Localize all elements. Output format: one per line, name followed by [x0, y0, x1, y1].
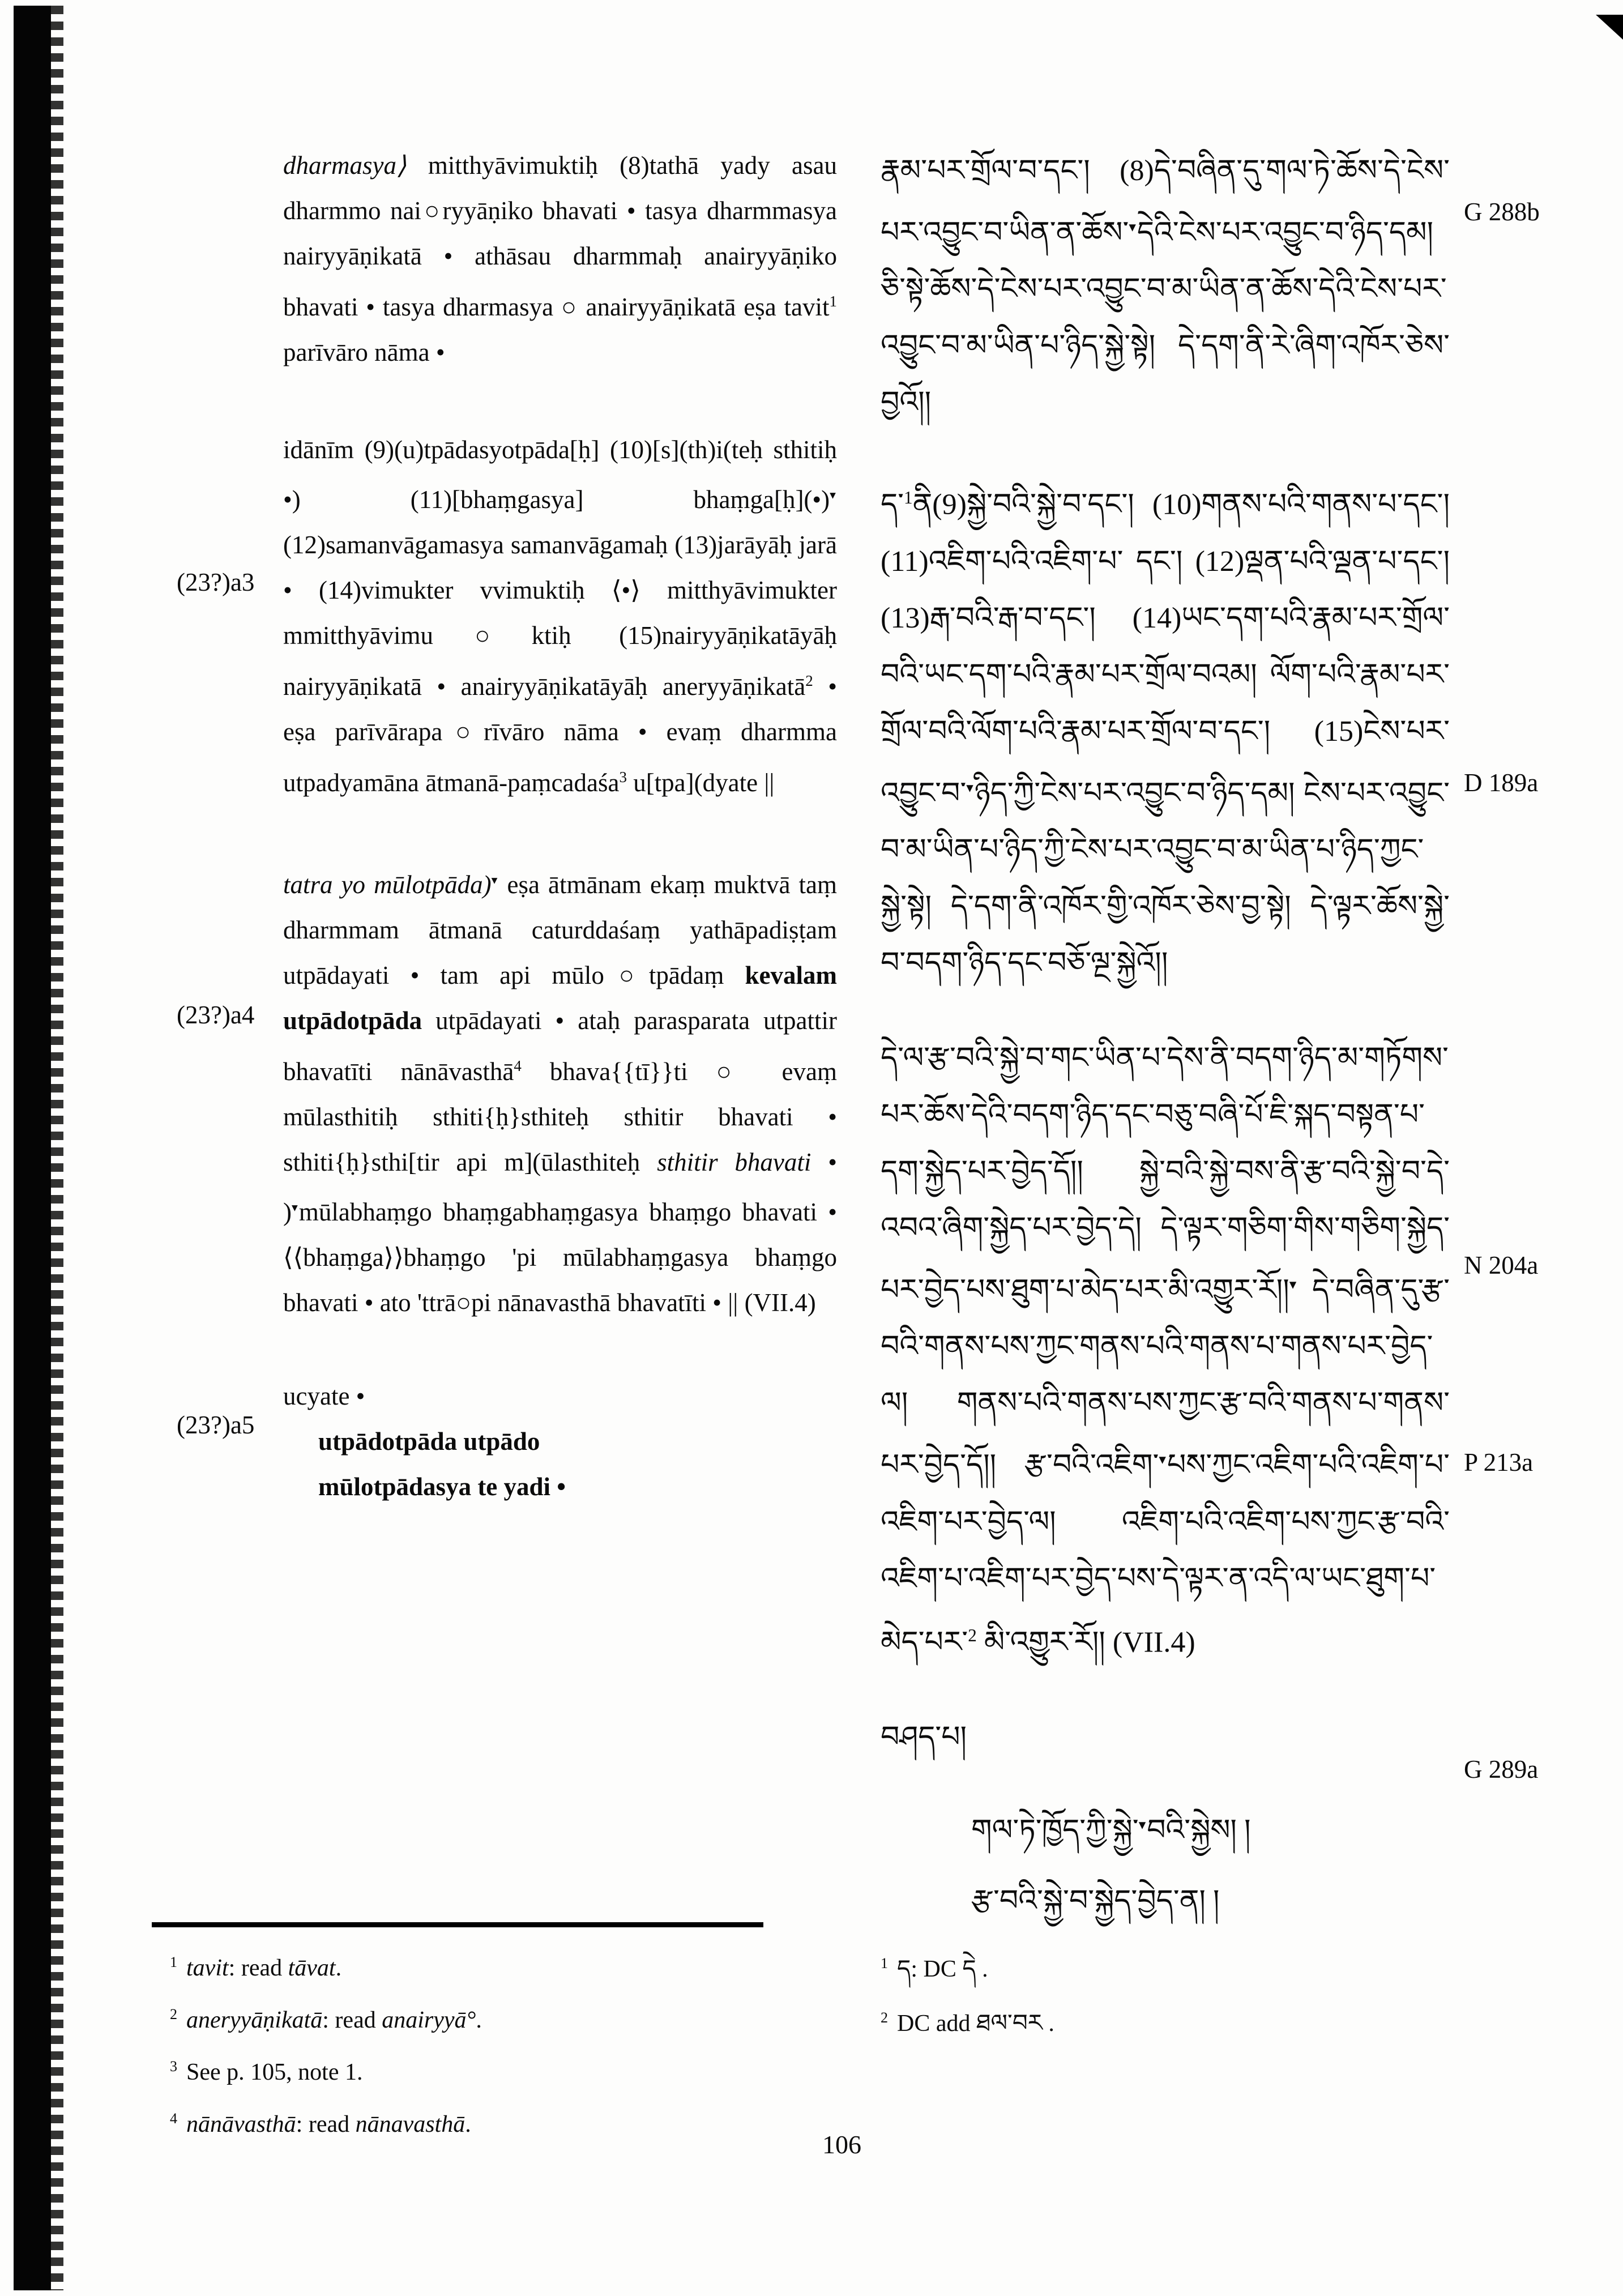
- text-run: : read: [322, 2007, 382, 2033]
- sanskrit-paragraph-1: [283, 143, 837, 375]
- sanskrit-paragraph-2: [283, 427, 837, 805]
- text-run: kevalam utpādotpāda: [283, 961, 837, 1035]
- text-run: ད་: [881, 488, 904, 521]
- footnote-text: [897, 2011, 1054, 2037]
- footnote: [170, 2096, 844, 2148]
- footnote: [170, 1939, 844, 1991]
- binding-shadow-ragged-edge: [51, 6, 63, 2290]
- footnote-ref: 1: [904, 488, 913, 508]
- insertion-mark-icon: ▾: [1129, 220, 1137, 235]
- text-run: : read: [228, 1955, 288, 1981]
- text-run: • ): [283, 1148, 837, 1226]
- text-run: tatra yo mūlotpāda): [283, 870, 492, 899]
- footnote-text: [186, 1955, 341, 1981]
- text-run: idānīm (9)(u)tpādasyotpāda[ḥ] (10)[s](th)i(teḥ sthitiḥ •) (11)[bhaṃgasya] bhaṃga[ḥ](•): [283, 436, 837, 514]
- footnote-ref: 2: [968, 1625, 977, 1645]
- text-run: .: [465, 2111, 471, 2137]
- text-run: : read: [296, 2111, 356, 2137]
- text-run: mitthyāvimuktiḥ (8)tathā yady asau dharmmo nai○ryyāṇiko bhavati • tasya dharmmasya nairyyāṇikatā • athāsau dharmmaḥ anairyyāṇiko bhavati • tasya dharmasya ○ anairyyāṇikatā eṣa tavit: [283, 151, 837, 321]
- text-run: u[tpa](dyate ||: [626, 769, 775, 797]
- footnote-number: 2: [881, 2009, 889, 2026]
- folio-line-label: (23?)a5: [177, 1411, 255, 1439]
- footnotes-right: [881, 1939, 1424, 2048]
- text-run: tāvat: [288, 1955, 336, 1981]
- text-run: eṣa ātmānam ekaṃ muktvā taṃ dharmmam ātmanā caturddaśaṃ yathāpadiṣṭam utpādayati • tam api mūlo○tpādaṃ: [283, 870, 837, 989]
- footnote-ref: 3: [619, 769, 627, 786]
- text-run: .: [335, 1955, 342, 1981]
- margin-siglum-n204a: N 204a: [1464, 1251, 1539, 1279]
- page-corner-blotch: [1596, 15, 1623, 40]
- text-run: བཤད་པ།: [881, 1721, 967, 1753]
- footnote-text: [186, 2111, 471, 2137]
- footnote-text: [186, 2007, 482, 2033]
- text-run: (12)samanvāgamasya samanvāgamaḥ (13)jarāyāḥ jarā • (14)vimukter vvimuktiḥ ⟨•⟩ mitthyāvimukter mmitthyāvimu○ktiḥ (15)nairyyāṇikatāyāḥ nairyyāṇikatā • anairyyāṇikatāyāḥ aneryyāṇikatā: [283, 531, 837, 701]
- footnote: [881, 1939, 1424, 1994]
- footnote-text: [897, 1956, 988, 1982]
- tibetan-verse-line-2: [971, 1866, 1450, 1936]
- sanskrit-verse-line-2: mūlotpādasya te yadi •: [318, 1473, 566, 1501]
- sanskrit-paragraph-3: [283, 857, 837, 1325]
- footnote-number: 1: [881, 1955, 889, 1971]
- footnotes-left: [170, 1939, 844, 2148]
- footnote-ref: 1: [829, 293, 837, 310]
- folio-line-label: (23?)a4: [177, 1001, 255, 1029]
- tibetan-intro-line: [881, 1709, 1450, 1766]
- margin-siglum-d189a: D 189a: [1464, 769, 1539, 797]
- text-run: nānavasthā: [355, 2111, 465, 2137]
- text-run: རྣམ་པར་གྲོལ་བ་དང་། (8)དེ་བཞིན་དུ་གལ་ཏེ་ཆོས་དེ་ངེས་པར་འབྱུང་བ་ཡིན་ན་ཆོས་: [881, 155, 1450, 249]
- footnote-text: [186, 2059, 362, 2085]
- insertion-mark-icon: ▾: [1138, 1817, 1147, 1833]
- text-run: utpādayati • ataḥ parasparata utpattir bhavatīti nānāvasthā: [283, 1006, 837, 1086]
- text-run: རྩ་བའི་སྐྱེ་བ་སྐྱེད་བྱེད་ན། །: [971, 1885, 1220, 1918]
- margin-siglum-p213a: P 213a: [1464, 1448, 1534, 1476]
- text-run: དེའི་ངེས་པར་འབྱུང་བ་ཉིད་དམ། ཅི་སྟེ་ཆོས་དེ་ངེས་པར་འབྱུང་བ་མ་ཡིན་ན་ཆོས་དེའི་ངེས་པར་འབྱུང་བ་མ་ཡིན་པ་ཉིད་སྐྱེ་སྟེ། དེ་དག་ནི་རེ་ཞིག་འཁོར་ཅེས་བྱའོ།།: [881, 216, 1450, 419]
- insertion-mark-icon: ▾: [292, 1201, 299, 1214]
- text-run: DC add ཐལ་བར .: [897, 2011, 1054, 2037]
- text-run: ucyate •: [283, 1382, 365, 1410]
- text-run: dharmasya⟩: [283, 151, 407, 180]
- text-run: mūlabhaṃgo bhaṃgabhaṃgasya bhaṃgo bhavati • ⟨⟨bhaṃga⟩⟩bhaṃgo 'pi mūlabhaṃgasya bhaṃgo bhavati • ato 'ttrā○pi nānavasthā bhavatīti • || (VII.4): [283, 1198, 837, 1317]
- footnote: [881, 1994, 1424, 2048]
- page-number: 106: [822, 2130, 861, 2159]
- text-run: sthitir bhavati: [657, 1148, 812, 1176]
- footnote-number: 4: [170, 2110, 178, 2127]
- footnote-ref: 2: [805, 672, 813, 689]
- text-run: .: [476, 2007, 482, 2033]
- text-run: པས་ཀྱང་འཇིག་པའི་འཇིག་པ་འཇིག་པར་བྱེད་ལ། འཇིག་པའི་འཇིག་པས་ཀྱང་རྩ་བའི་འཇིག་པ་འཇིག་པར་བྱེད་པས་དེ་ལྟར་ན་འདི་ལ་ཡང་ཐུག་པ་མེད་པར་: [881, 1449, 1450, 1658]
- binding-shadow-strip: [14, 6, 51, 2290]
- sanskrit-verse-line-1: utpādotpāda utpādo: [318, 1427, 540, 1456]
- folio-line-label: (23?)a3: [177, 568, 255, 596]
- text-run: parīvāro nāma •: [283, 338, 445, 366]
- sanskrit-ucyate-line: [283, 1373, 837, 1419]
- text-run: མི་འགྱུར་རོ།། (VII.4): [976, 1625, 1195, 1658]
- tibetan-verse-line-1: [971, 1790, 1450, 1866]
- tibetan-paragraph-2: [881, 470, 1450, 992]
- margin-siglum-g288b: G 288b: [1464, 198, 1540, 226]
- footnote-separator-rule: [152, 1922, 763, 1927]
- text-run: ཉིད་ཀྱི་ངེས་པར་འབྱུང་བ་ཉིད་དམ། ངེས་པར་འབྱུང་བ་མ་ཡིན་པ་ཉིད་ཀྱི་ངེས་པར་འབྱུང་བ་མ་ཡིན་པ་ཉིད་ཀྱང་སྐྱེ་སྟེ། དེ་དག་ནི་འཁོར་གྱི་འཁོར་ཅེས་བྱ་སྟེ། དེ་ལྟར་ཆོས་སྐྱེ་བ་བདག་ཉིད་དང་བཅོ་ལྔ་སྐྱེའོ།།: [881, 776, 1450, 979]
- footnote-number: 1: [170, 1954, 178, 1970]
- text-run: ད: DC དེ .: [897, 1956, 988, 1982]
- text-run: aneryyāṇikatā: [186, 2007, 323, 2033]
- footnote-number: 3: [170, 2058, 178, 2075]
- text-run: nānāvasthā: [186, 2111, 296, 2137]
- text-run: anairyyā°: [382, 2007, 476, 2033]
- text-run: See p. 105, note 1.: [186, 2059, 363, 2085]
- tibetan-paragraph-3: [881, 1030, 1450, 1671]
- text-run: tavit: [186, 1955, 229, 1981]
- text-run: གལ་ཏེ་ཁྱོད་ཀྱི་སྐྱེ་: [971, 1814, 1139, 1847]
- text-run: bhava{{tī}}ti ○ evaṃ mūlasthitiḥ sthiti{ḥ}sthiteḥ sthitir bhavati • sthiti{ḥ}sthi[tir api m](ūlasthiteḥ: [283, 1057, 837, 1176]
- insertion-mark-icon: ▾: [491, 873, 499, 887]
- text-run: བའི་སྐྱེས། །: [1147, 1814, 1251, 1847]
- footnote: [170, 1991, 844, 2043]
- insertion-mark-icon: ▾: [1159, 1452, 1167, 1468]
- margin-siglum-g289a: G 289a: [1464, 1755, 1539, 1783]
- text-run: ནི(9)སྐྱེ་བའི་སྐྱེ་བ་དང་། (10)གནས་པའི་གནས་པ་དང་། (11)འཇིག་པའི་འཇིག་པ་ དང་། (12)ལྡན་པའི་ལྡན་པ་དང་། (13)རྒ་བའི་རྒ་བ་དང་། (14)ཡང་དག་པའི་རྣམ་པར་གྲོལ་བའི་ཡང་དག་པའི་རྣམ་པར་གྲོལ་བའམ། ལོག་པའི་རྣམ་པར་གྲོལ་བའི་ལོག་པའི་རྣམ་པར་གྲོལ་བ་དང་། (15)ངེས་པར་འབྱུང་བ་: [881, 488, 1450, 809]
- text-run: དེ་ལ་རྩ་བའི་སྐྱེ་བ་གང་ཡིན་པ་དེས་ནི་བདག་ཉིད་མ་གཏོགས་པར་ཆོས་དེའི་བདག་ཉིད་དང་བཅུ་བཞི་པོ་ཇི་སྐད་བསྟན་པ་དག་སྐྱེད་པར་བྱེད་དོ།། སྐྱེ་བའི་སྐྱེ་བས་ནི་རྩ་བའི་སྐྱེ་བ་དེ་འབའ་ཞིག་སྐྱེད་པར་བྱེད་དེ། དེ་ལྟར་གཅིག་གིས་གཅིག་སྐྱེད་པར་བྱེད་པས་ཐུག་པ་མེད་པར་མི་འགྱུར་རོ།།: [881, 1042, 1450, 1307]
- text-run: དེ་བཞིན་དུ་རྩ་བའི་གནས་པས་ཀྱང་གནས་པའི་གནས་པ་གནས་པར་བྱེད་ལ། གནས་པའི་གནས་པས་ཀྱང་རྩ་བའི་གནས་པ་གནས་པར་བྱེད་དོ།། རྩ་བའི་འཇིག་: [881, 1274, 1450, 1482]
- footnote-number: 2: [170, 2006, 178, 2022]
- insertion-mark-icon: ▾: [966, 780, 975, 796]
- insertion-mark-icon: ▾: [1289, 1277, 1298, 1292]
- footnote: [170, 2043, 844, 2096]
- text-run: • eṣa parīvārapa○rīvāro nāma • evaṃ dharmma utpadyamāna ātmanā-paṃcadaśa: [283, 672, 837, 797]
- footnote-ref: 4: [514, 1057, 522, 1074]
- sanskrit-column: [283, 143, 837, 1509]
- tibetan-column: [881, 143, 1450, 1936]
- tibetan-paragraph-1: [881, 143, 1450, 431]
- insertion-mark-icon: ▾: [830, 488, 837, 502]
